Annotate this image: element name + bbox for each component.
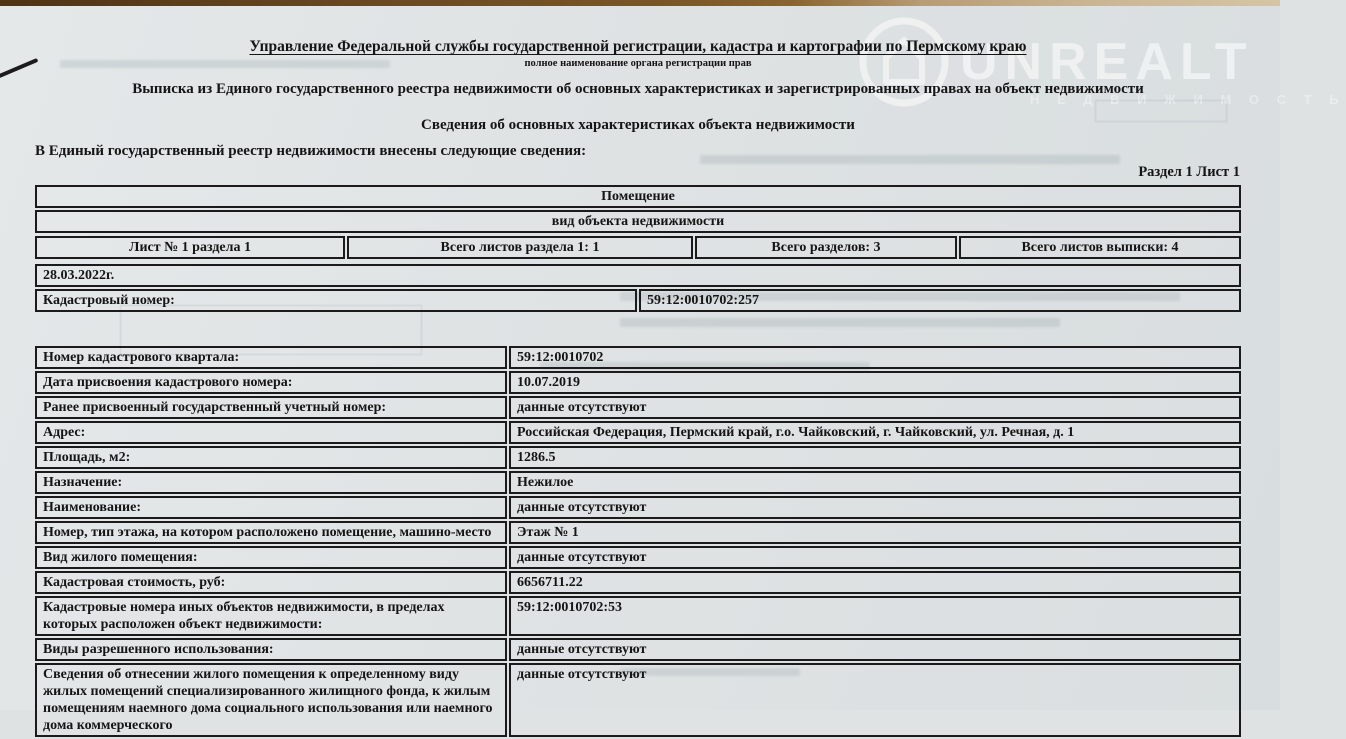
extract-sheets-total-cell: Всего листов выписки: 4: [959, 236, 1241, 259]
detail-value: данные отсутствуют: [509, 638, 1241, 661]
detail-label: Назначение:: [35, 471, 507, 494]
detail-label: Вид жилого помещения:: [35, 546, 507, 569]
detail-value: Нежилое: [509, 471, 1241, 494]
registration-authority-title: Управление Федеральной службы государственной регистрации, кадастра и картографии по Пермскому краю: [249, 38, 1027, 55]
registration-date-table: [33, 262, 1243, 314]
detail-label: Кадастровые номера иных объектов недвижимости, в пределах которых расположен объект недвижимости:: [35, 596, 507, 636]
extract-date: 28.03.2022г.: [35, 264, 1241, 287]
detail-value: 1286.5: [509, 446, 1241, 469]
detail-label: Номер кадастрового квартала:: [35, 346, 507, 369]
bleed-through-artifact: [620, 318, 1060, 327]
table-row: [35, 596, 1241, 636]
object-type-table: [33, 183, 1243, 235]
detail-label: Адрес:: [35, 421, 507, 444]
table-row: [35, 371, 1241, 394]
detail-label: Сведения об отнесении жилого помещения к определенному виду жилых помещений специализированного жилищного фонда, к жилым помещениям наемного дома социального использования или наемного дома коммерческого: [35, 663, 507, 737]
object-details-table: [33, 344, 1243, 739]
registration-authority-note: полное наименование органа регистрации прав: [524, 58, 752, 69]
detail-label: Ранее присвоенный государственный учетный номер:: [35, 396, 507, 419]
table-row: [35, 546, 1241, 569]
detail-value: 59:12:0010702: [509, 346, 1241, 369]
detail-value: Этаж № 1: [509, 521, 1241, 544]
detail-value: данные отсутствуют: [509, 496, 1241, 519]
detail-label: Дата присвоения кадастрового номера:: [35, 371, 507, 394]
cadastral-number-label: Кадастровый номер:: [35, 289, 637, 312]
table-row: [35, 446, 1241, 469]
detail-value: 6656711.22: [509, 571, 1241, 594]
detail-label: Кадастровая стоимость, руб:: [35, 571, 507, 594]
sections-total-cell: Всего разделов: 3: [695, 236, 957, 259]
detail-value: 10.07.2019: [509, 371, 1241, 394]
object-type-caption: вид объекта недвижимости: [35, 210, 1241, 233]
table-row: [35, 421, 1241, 444]
intro-statement: В Единый государственный реестр недвижимости внесены следующие сведения:: [35, 143, 587, 159]
detail-label: Виды разрешенного использования:: [35, 638, 507, 661]
detail-label: Площадь, м2:: [35, 446, 507, 469]
detail-label: Наименование:: [35, 496, 507, 519]
table-row: [35, 571, 1241, 594]
object-type-value: Помещение: [35, 185, 1241, 208]
watermark-subtext: Н Е Д В И Ж И М О С Т Ь: [1030, 92, 1346, 107]
table-row: [35, 638, 1241, 661]
detail-value: 59:12:0010702:53: [509, 596, 1241, 636]
table-row: [35, 346, 1241, 369]
sheet-number-cell: Лист № 1 раздела 1: [35, 236, 345, 259]
sheets-summary-table: [33, 234, 1243, 261]
detail-value: данные отсутствуют: [509, 546, 1241, 569]
watermark-brand: UNREALT: [960, 33, 1254, 91]
section-sheet-label: Раздел 1 Лист 1: [1138, 164, 1240, 180]
table-row: [35, 521, 1241, 544]
section-sheets-total-cell: Всего листов раздела 1: 1: [347, 236, 693, 259]
detail-label: Номер, тип этажа, на котором расположено помещение, машино-место: [35, 521, 507, 544]
table-row: [35, 471, 1241, 494]
table-row: [35, 396, 1241, 419]
document-subtitle: Сведения об основных характеристиках объекта недвижимости: [421, 117, 855, 133]
cadastral-number-value: 59:12:0010702:257: [639, 289, 1241, 312]
detail-value: Российская Федерация, Пермский край, г.о. Чайковский, г. Чайковский, ул. Речная, д. 1: [509, 421, 1241, 444]
table-row: [35, 663, 1241, 737]
detail-value: данные отсутствуют: [509, 396, 1241, 419]
document-title: Выписка из Единого государственного реестра недвижимости об основных характеристиках и зарегистрированных правах на объект недвижимости: [132, 81, 1144, 97]
detail-value: данные отсутствуют: [509, 663, 1241, 737]
table-row: [35, 496, 1241, 519]
